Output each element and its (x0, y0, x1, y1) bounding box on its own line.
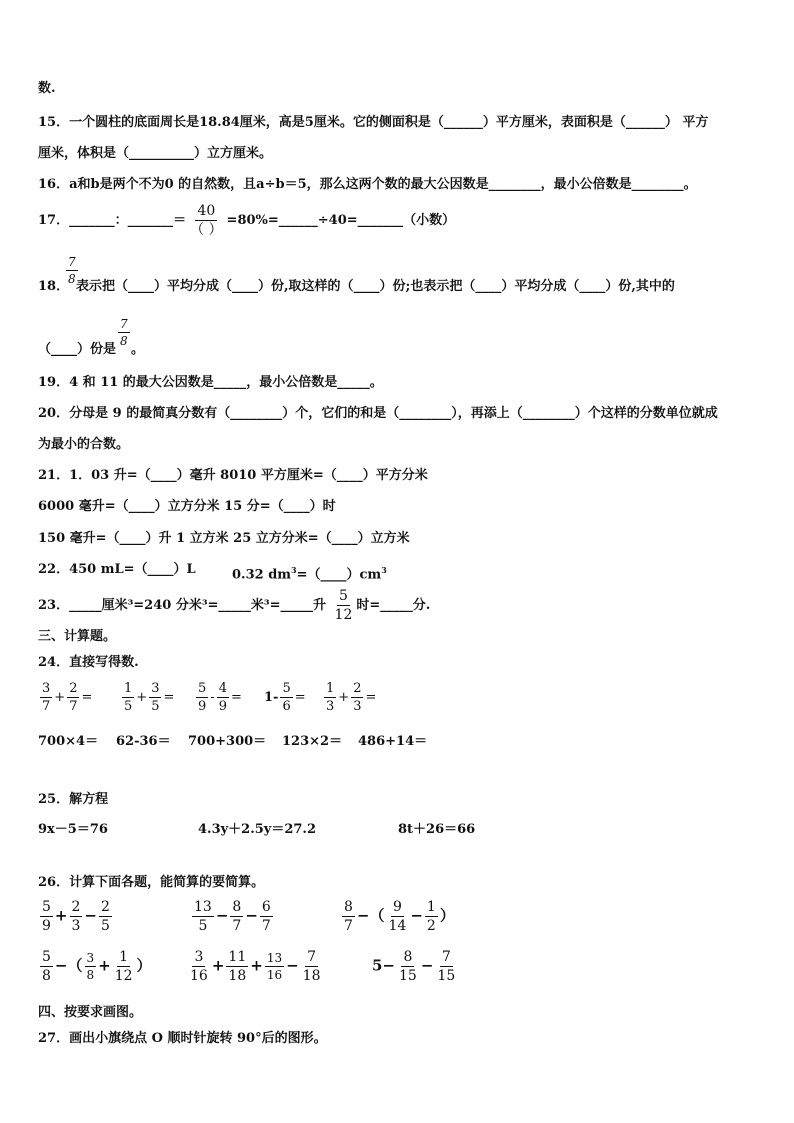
fraction-denominator: 3 (353, 699, 362, 714)
operator: −（ (54, 956, 83, 975)
superscript: 3 (291, 565, 297, 575)
q26-expr-4 (38, 950, 152, 983)
question-24-title: 24．直接写得数. (38, 655, 139, 670)
question-19: 19．4 和 11 的最大公因数是_____，最小公倍数是_____。 (38, 375, 383, 390)
q26-expr-3 (340, 900, 455, 933)
fraction-denominator: 18 (302, 968, 321, 984)
fraction-denominator: 5 (198, 918, 208, 934)
fraction-numerator: 4 (218, 681, 227, 696)
question-27: 27．画出小旗绕点 O 顺时针旋转 90°后的图形。 (38, 1031, 327, 1046)
equation-3: 8t＋26＝66 (398, 822, 476, 837)
question-20-line1: 20．分母是 9 的最简真分数有（________）个，它们的和是（________），再添上（________）个这样的分数单位就成 (38, 406, 718, 421)
question-17-end: =80%=______÷40=_______（小数） (226, 213, 456, 228)
equation-1: 9x－5＝76 (38, 822, 108, 837)
question-17-start: 17．_______：_______＝ (38, 213, 187, 228)
fraction-denominator: 18 (228, 968, 247, 984)
operator: − (286, 956, 299, 975)
equals: = (365, 690, 377, 705)
fraction-numerator: 7 (68, 255, 76, 269)
equals: = (230, 690, 242, 705)
q24-row2-item-2: 62-36＝ (116, 734, 171, 749)
equals: = (81, 690, 93, 705)
fraction-denominator: 6 (282, 699, 291, 714)
fraction-numerator: 5 (198, 681, 207, 696)
fraction-numerator: 5 (339, 588, 348, 604)
fraction-denominator: 16 (266, 968, 283, 982)
q24-row2-item-5: 486+14＝ (358, 734, 428, 749)
question-18-number: 18． (38, 279, 70, 294)
q26-expr-6 (372, 950, 459, 983)
question-21-line3: 150 毫升=（____）升 1 立方米 25 立方分米=（____）立方米 (38, 531, 410, 546)
operator: - (210, 690, 215, 705)
question-23-part1: 23．_____厘米³=240 分米³=_____米³=_____升 (38, 598, 327, 613)
fraction-denominator: 5 (151, 699, 160, 714)
question-20-line2: 为最小的合数。 (38, 437, 130, 452)
fraction-denominator: 12 (334, 607, 353, 623)
question-21-line2: 6000 毫升=（____）立方分米 15 分=（____）时 (38, 499, 336, 514)
fraction-numerator: 40 (197, 203, 216, 219)
question-22-part1: 22．450 mL=（____）L (38, 562, 196, 577)
question-18-line2-end: 。 (131, 342, 145, 357)
fraction-numerator: 13 (266, 951, 283, 965)
fraction-denominator: 3 (71, 918, 81, 934)
fraction-denominator: 7 (42, 699, 51, 714)
fraction-numerator: 1 (326, 681, 335, 696)
fraction-numerator: 7 (441, 949, 451, 965)
fraction-numerator: 3 (151, 681, 160, 696)
fraction-numerator: 5 (42, 899, 51, 915)
operator: + (136, 690, 148, 705)
question-15-line1: 15．一个圆柱的底面周长是18.84厘米，高是5厘米。它的侧面积是（______）平方厘米，表面积是（______） 平方 (38, 115, 709, 130)
q24-item-5 (322, 682, 376, 713)
fraction-denominator: 7 (232, 918, 242, 934)
fraction-denominator: 8 (42, 968, 51, 984)
operator: + (338, 690, 350, 705)
question-17-fraction (188, 204, 224, 237)
question-25-title: 25．解方程 (38, 792, 109, 807)
question-18-line1: 表示把（____）平均分成（____）份,取这样的（____）份;也表示把（____）平均分成（____）份,其中的 (76, 279, 675, 294)
operator: + (54, 906, 68, 925)
fraction-numerator: 7 (120, 317, 128, 331)
fraction-denominator: （ ） (190, 222, 223, 238)
operator: − (410, 906, 423, 925)
fraction-denominator: 16 (190, 968, 208, 984)
equals: = (294, 690, 306, 705)
fraction-denominator: 8 (68, 272, 76, 286)
fraction-numerator: 2 (69, 681, 78, 696)
fraction-denominator: 14 (388, 918, 407, 934)
question-22-part2 (232, 561, 387, 584)
q24-row2-item-4: 123×2＝ (282, 734, 343, 749)
fraction-numerator: 2 (101, 899, 110, 915)
fraction-numerator: 8 (403, 949, 413, 965)
section-4-title: 四、按要求画图。 (38, 1005, 143, 1020)
fraction-numerator: 2 (71, 899, 81, 915)
fraction-denominator: 8 (86, 968, 95, 982)
question-15-line2: 厘米，体积是（__________）立方厘米。 (38, 146, 273, 161)
fraction-numerator: 3 (194, 949, 204, 965)
q26-expr-2 (190, 900, 275, 933)
fraction-denominator: 15 (437, 968, 456, 984)
fraction-denominator: 7 (69, 699, 78, 714)
question-22-mid: =（____）cm (296, 567, 382, 583)
q24-item-2 (120, 682, 174, 713)
fraction-denominator: 8 (120, 334, 128, 348)
close-paren: ） (439, 906, 455, 925)
fraction-numerator: 2 (353, 681, 362, 696)
fraction-numerator: 3 (86, 951, 95, 965)
superscript: 3 (381, 565, 387, 575)
fraction-denominator: 9 (218, 699, 227, 714)
fraction-numerator: 8 (232, 899, 242, 915)
fraction-numerator: 1 (124, 681, 133, 696)
fraction-denominator: 3 (326, 699, 335, 714)
fraction-numerator: 6 (261, 899, 271, 915)
q24-item-1 (38, 682, 92, 713)
q24-row2-item-3: 700+300＝ (188, 734, 267, 749)
fraction-denominator: 2 (426, 918, 436, 934)
fraction-numerator: 13 (194, 899, 212, 915)
section-3-title: 三、计算题。 (38, 629, 117, 644)
question-18-fraction-bottom (116, 318, 132, 347)
operator: − (420, 956, 434, 975)
question-26-title: 26．计算下面各题，能简算的要简算。 (38, 875, 265, 890)
question-18-line2 (38, 341, 116, 359)
fraction-numerator: 1 (426, 899, 436, 915)
fraction-numerator: 3 (42, 681, 51, 696)
question-18-line2-text: （____）份是 (38, 342, 117, 357)
fraction-numerator: 8 (344, 899, 353, 915)
fraction-denominator: 5 (101, 918, 110, 934)
question-16: 16．a和b是两个不为0 的自然数，且a÷b＝5，那么这两个数的最大公因数是________，最小公倍数是________。 (38, 177, 697, 192)
q24-item-3 (194, 682, 242, 713)
fraction-denominator: 7 (261, 918, 271, 934)
fraction-denominator: 9 (42, 918, 51, 934)
question-23 (38, 588, 430, 624)
question-17 (38, 204, 455, 238)
fraction-numerator: 5 (42, 949, 51, 965)
fraction-numerator: 5 (282, 681, 291, 696)
operator: − (245, 906, 258, 925)
operator: − (215, 906, 229, 925)
fraction-denominator: 15 (399, 968, 417, 984)
prefix: 1- (264, 690, 279, 705)
fraction-numerator: 9 (392, 899, 402, 915)
q26-expr-5 (186, 950, 325, 983)
operator: + (250, 956, 263, 975)
fraction-denominator: 9 (198, 699, 207, 714)
equation-2: 4.3y＋2.5y＝27.2 (198, 822, 317, 837)
fraction-numerator: 11 (228, 949, 247, 965)
operator: + (211, 956, 225, 975)
fraction-denominator: 12 (114, 968, 133, 984)
carry-text: 数. (38, 81, 56, 96)
question-23-part2: 时=_____分. (356, 598, 431, 613)
operator: − (84, 906, 97, 925)
operator: −（ (356, 906, 385, 925)
q24-item-4 (264, 682, 306, 713)
question-23-fraction (333, 589, 355, 622)
q26-expr-1 (38, 900, 114, 933)
fraction-denominator: 7 (344, 918, 353, 934)
prefix: 5− (372, 956, 396, 975)
operator: + (54, 690, 66, 705)
q24-row2-item-1: 700×4＝ (38, 734, 99, 749)
equals: = (163, 690, 175, 705)
fraction-numerator: 1 (119, 949, 129, 965)
fraction-numerator: 7 (307, 949, 317, 965)
fraction-denominator: 5 (124, 699, 133, 714)
close-paren: ） (136, 956, 152, 975)
operator: + (98, 956, 111, 975)
question-21-line1: 21．1．03 升=（____）毫升 8010 平方厘米=（____）平方分米 (38, 468, 428, 483)
question-22-unit: 0.32 dm (232, 567, 292, 583)
